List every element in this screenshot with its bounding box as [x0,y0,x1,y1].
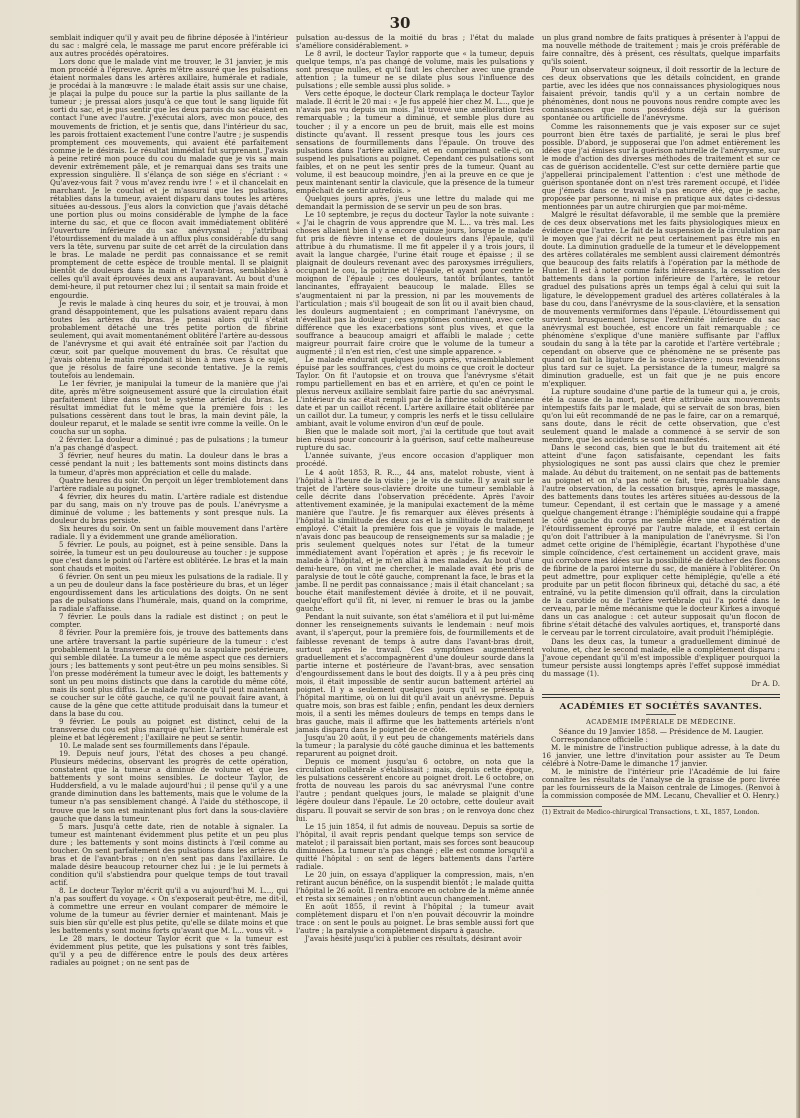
column-middle [296,34,534,943]
paragraph: 9 février. Le pouls au poignet est distinct, celui de la transverse du cou est plus marqué qu'hier. L'artère humérale est pleine et bat légèrement ; l'axillaire ne peut se sentir. [50,716,288,743]
section-title: ACADÉMIES ET SOCIÉTÉS SAVANTES. [559,701,763,712]
paragraph: Jusqu'au 20 août, il y eut peu de changements matériels dans la tumeur ; la paralysie du côté gauche diminua et les battements reparurent au poignet droit. [296,733,534,759]
paragraph: semblait indiquer qu'il y avait peu de fibrine déposée à l'intérieur du sac : malgré cela, le massage me parut encore préférable ici aux autres procédés opératoires. [50,33,288,59]
correspondence-item: M. le ministre de l'instruction publique adresse, à la date du 16 janvier, une lettre d'invitation pour assister au Te Deum célébré à Notre-Dame le dimanche 17 janvier. [542,742,780,769]
section-divider [542,694,780,698]
paragraph: Le 8 avril, le docteur Taylor rapporte que « la tumeur, depuis quelque temps, n'a pas changé de volume, mais les pulsations y sont presque nulles, et qu'il faut les chercher avec une grande attention ; la tumeur ne se dilate plus sous l'influence des pulsations ; elle semble aussi plus solide. » [296,49,534,91]
paragraph: 2 février. La douleur a diminué ; pas de pulsations ; la tumeur n'a pas changé d'aspect. [50,435,288,453]
footnote-rule [542,806,602,807]
correspondence-heading: Correspondance officielle : [551,734,648,744]
paragraph: 19. Depuis neuf jours, l'état des choses a peu changé. Plusieurs médecins, observant les progrès de cette opération, constatent que la tumeur a diminué de volume et que les battements y sont moins sensibles. Le docteur Taylor, de Huddersfield, a vu le malade aujourd'hui ; il pense qu'il y a une grande diminution dans les battements, mais que le volume de la tumeur n'a pas sensiblement changé. À l'aide du stéthoscope, il trouve que le son est maintenant plus fort dans la sous-clavière gauche que dans la tumeur. [50,749,288,823]
paragraph: 6 février. On sent un peu mieux les pulsations de la radiale. Il y a un peu de douleur dans la face postérieure du bras, et un léger engourdissement dans les articulations des doigts. On ne sent pas de pulsations dans l'humérale, mais, quand on la comprime, la radiale s'affaisse. [50,572,288,614]
paragraph: En août 1855, il revint à l'hôpital ; la tumeur avait complètement disparu et l'on n'en pouvait découvrir la moindre trace : on sent le pouls au poignet. Le bras semble aussi fort que l'autre ; la paralysie a complètement disparu à gauche. [296,902,534,936]
paragraph: 8. Le docteur Taylor m'écrit qu'il a vu aujourd'hui M. L..., qui n'a pas souffert du voyage. « On s'exposerait peut-être, me dit-il, à commettre une erreur en voulant comparer de mémoire le volume de la tumeur au février dernier et maintenant. Mais je suis bien sûr qu'elle est plus petite, qu'elle se dilate moins et que les battements y sont moins forts qu'avant que M. L... vous vît. » [50,885,288,936]
paragraph: Dans le second cas, bien que le but du traitement ait été atteint d'une façon satisfaisante, cependant les faits physiologiques ne sont pas aussi clairs que chez le premier malade. Au début du traitement, on ne sentait pas de battements au poignet et on n'a pas noté ce fait, très remarquable dans l'autre observation, de la cessation brusque, après le massage, des battements dans toutes les artères situées au-dessous de la tumeur. Cependant, il est certain que le massage y a amené quelque changement étrange : l'hémiplégie soudaine qui a frappé le côté gauche du corps me semble être une exagération de l'étourdissement éprouvé par l'autre malade, et il est certain qu'on doit l'attribuer à la manipulation de l'anévrysme. Si l'on admet cette origine de l'hémiplégie, écartant l'hypothèse d'une simple coïncidence, c'est certainement un accident grave, mais qui corrobore mes idées sur la possibilité de détacher des flocons de fibrine de la paroi interne du sac, de manière à l'oblitérer. On peut admettre, pour expliquer cette hémiplégie, qu'elle a été produite par un petit flocon fibrineux qui, détaché du sac, a été entraîné, vu la petite dimension qu'il offrait, dans la circulation de la carotide ou de l'artère vertébrale qui l'a porté dans le cerveau, par le même mécanisme que le docteur Kirkes a invoqué dans un cas analogue : cet auteur supposait qu'un flocon de fibrine s'était détaché des valvules aortiques, et, transporté dans le cerveau par le torrent circulatoire, avait produit l'hémiplégie. [542,443,780,638]
paragraph: Le 28 mars, le docteur Taylor écrit que « la tumeur est évidemment plus petite, que les pulsations y sont très faibles, qu'il y a peu de différence entre le pouls des deux artères radiales au poignet ; on ne sent pas de [50,934,288,968]
correspondence-item: M. le ministre de l'intérieur prie l'Académie de lui faire connaître les résultats de l'analyse de la graisse de porc livrée par les fournisseurs de la Maison centrale de Limoges. (Renvoi à la commission composée de MM. Lecanu, Chevallier et O. Henry.) [542,767,780,801]
footnote: (1) Extrait de Medico-chirurgical Transactions, t. XL, 1857, London. [542,809,760,817]
paragraph: 5 mars. Jusqu'à cette date, rien de notable à signaler. La tumeur est maintenant évidemment plus petite et un peu plus dure ; les battements y sont moins distincts à l'œil comme au toucher. On sent parfaitement des pulsations dans les artères du bras et de l'avant-bras ; on n'en sent pas dans l'axillaire. Le malade désire beaucoup retourner chez lui : je le lui permets à condition qu'il s'abstiendra pour quelque temps de tout travail actif. [50,821,288,887]
paragraph: Dans les deux cas, la tumeur a graduellement diminué de volume, et, chez le second malade, elle a complètement disparu : J'avoue cependant qu'il m'est impossible d'expliquer pourquoi la tumeur persiste aussi longtemps après l'effet supposé immédiat du massage (1). [542,636,780,678]
page-number: 30 [389,14,411,32]
page-edge-shadow [796,0,800,1118]
paragraph: Comme les raisonnements que je vais exposer sur ce sujet pourront bien être taxés de partialité, je serai le plus bref possible. D'abord, je supposerai que l'on admet entièrement les idées que j'ai émises sur la guérison naturelle de l'anévrysme, sur le mode d'action des diverses méthodes de traitement et sur ce cas de guérison accidentelle. C'est sur cette dernière partie que j'appellerai principalement l'attention : c'est une méthode de guérison spontanée dont on n'est très rarement occupé, et l'idée que j'émets dans ce travail n'a pas encore été, que je sache, proposée par personne, ni mise en pratique aux dates ci-dessus mentionnées par un autre chirurgien que par moi-même. [542,121,780,211]
paragraph: 8 février. Pour la première fois, je trouve des battements dans une artère traversant la partie supérieure de la tumeur : c'est probablement la transverse du cou ou la scapulaire postérieure, qui semble dilatée. La tumeur a le même aspect que ces derniers jours ; les battements y sont peut-être un peu moins sensibles. Si l'on presse modérément la tumeur avec le doigt, les battements y sont un peu moins distincts que dans la carotide du même côté, mais ils sont plus diffus. Le malade raconte qu'il peut maintenant se coucher sur le côté gauche, ce qu'il ne pouvait faire avant, à cause de la gêne que cette attitude produisait dans la tumeur et dans la base du cou. [50,628,288,718]
paragraph: La rupture soudaine d'une partie de la tumeur qui a, je crois, été la cause de la mort, peut être attribuée aux mouvements intempestifs faits par le malade, qui se servait de son bras, bien qu'on lui eût recommandé de ne pas le faire, car on a remarqué, sans doute, dans le récit de cette observation, que c'est seulement quand le malade a commencé à se servir de son membre, que les accidents se sont manifestés. [542,387,780,445]
paragraph: Pour un observateur soigneux, il doit ressortir de la lecture de ces deux observations que les détails coïncident, en grande partie, avec les idées que nos connaissances physiologiques nous faisaient prévoir, tandis qu'il y a un certain nombre de phénomènes, dont nous ne pouvons nous rendre compte avec les connaissances que nous possédons déjà sur la guérison spontanée ou artificielle de l'anévrysme. [542,65,780,123]
paragraph: 7 février. Le pouls dans la radiale est distinct ; on peut le compter. [50,612,288,630]
paragraph: Quelques jours après, j'eus une lettre du malade qui me demandait la permission de se servir un peu de son bras. [296,193,534,211]
paragraph: Quatre heures du soir. On perçoit un léger tremblotement dans l'artère radiale au poignet. [50,475,288,493]
paragraph: Le 15 juin 1854, il fut admis de nouveau. Depuis sa sortie de l'hôpital, il avait repris pendant quelque temps son service de matelot ; il paraissait bien portant, mais ses forces sont beaucoup diminuées. La tumeur n'a pas changé ; elle est comme lorsqu'il a quitté l'hôpital : on sent de légers battements dans l'artère radiale. [296,821,534,871]
column-left [50,34,288,967]
paragraph: Le 20 juin, on essaya d'appliquer la compression, mais, n'en retirant aucun bénéfice, on la suspendit bientôt ; le malade quitta l'hôpital le 26 août. Il rentra encore en octobre de la même année et resta six semaines ; on n'obtint aucun changement. [296,869,534,904]
paragraph: Depuis ce moment jusqu'au 6 octobre, on nota que la circulation collatérale s'établissait ; mais, depuis cette époque, les pulsations cessèrent encore au poignet droit. Le 6 octobre, on frotta de nouveau les parois du sac anévrysmal l'une contre l'autre ; pendant quelques jours, le malade se plaignit d'une légère douleur dans l'épaule. Le 20 octobre, cette douleur avait disparu. Il pouvait se servir de son bras ; on le renvoya donc chez lui. [296,757,534,823]
paragraph: 4 février, dix heures du matin. L'artère radiale est distendue par du sang, mais on n'y trouve pas de pouls. L'anévrysme a diminué de volume ; les battements y sont presque nuls. La douleur du bras persiste. [50,491,288,525]
paragraph: Le 4 août 1853, R. R..., 44 ans, matelot robuste, vient à l'hôpital à l'heure de la visite ; je le vis de suite. Il y avait sur le trajet de l'artère sous-clavière droite une tumeur semblable à celle décrite dans l'observation précédente. Après l'avoir attentivement examinée, je la manipulai exactement de la même manière que l'autre. Je fis remarquer aux élèves présents à l'hôpital la similitude des deux cas et la similitude du traitement employé. C'était la première fois que je voyais le malade, je n'avais donc pas beaucoup de renseignements sur sa maladie ; je pris seulement quelques notes sur l'état de la tumeur immédiatement avant l'opération et après ; je fis recevoir le malade à l'hôpital, et je m'en allai à mes malades. Au bout d'une demi-heure, on vint me chercher, le malade avait été pris de paralysie de tout le côté gauche, comprenant la face, le bras et la jambe. Il ne perdit pas connaissance ; mais il était chancelant ; sa bouche était manifestement déviée à droite, et il ne pouvait, quelqu'effort qu'il fît, ni lever, ni remuer le bras ou la jambe gauche. [296,467,534,614]
title-rule [646,714,676,715]
paragraph: Malgré le résultat défavorable, il me semble que la première de ces deux observations met les faits physiologiques mieux en évidence que l'autre. Le fait de la suspension de la circulation par le moyen que j'ai décrit ne peut certainement pas être mis en doute. La diminution graduelle de la tumeur et le développement des artères collatérales me semblent aussi clairement démontrés que beaucoup des faits relatifs à l'opération par la méthode de Hunter. Il est à noter comme faits intéressants, la cessation des battements dans la portion inférieure de l'artère, le retour graduel des pulsations après un temps égal à celui qui suit la ligature, le développement graduel des artères collatérales à la base du cou, dans l'anévrysme de la sous-clavière, et la sensation de mouvements vermiformes dans l'épaule. L'étourdissement qui survient brusquement lorsque l'extrémité inférieure du sac anévrysmal est bouchée, est encore un fait remarquable ; ce phénomène s'explique d'une manière suffisante par l'afflux soudain du sang à la tête par la carotide et l'artère vertébrale ; cependant on observe que ce phénomène ne se présente pas quand on fait la ligature de la sous-clavière ; nous reviendrons plus tard sur ce sujet. La persistance de la tumeur, malgré sa diminution graduelle, est un fait que je ne puis encore m'expliquer. [542,210,780,389]
paragraph: Je revis le malade à cinq heures du soir, et je trouvai, à mon grand désappointement, que les pulsations avaient reparu dans toutes les artères du bras. Je pensai alors qu'il s'était probablement détaché une très petite portion de fibrine seulement, qui avait momentanément oblitéré l'artère au-dessous de l'anévrysme et qui avait été entraînée soit par l'action du cœur, soit par quelque mouvement du bras. Ce résultat que j'avais obtenu le matin répondait si bien à mes vues à ce sujet, que je résolus de faire une seconde tentative. Je la remis toutefois au lendemain. [50,298,288,380]
paragraph: L'année suivante, j'eus encore occasion d'appliquer mon procédé. [296,451,534,469]
paragraph: Bien que le malade soit mort, j'ai la certitude que tout avait bien réussi pour concourir à la guérison, sauf cette malheureuse rupture du sac. [296,427,534,453]
paragraph: 3 février, neuf heures du matin. La douleur dans le bras a cessé pendant la nuit ; les battements sont moins distincts dans la tumeur, d'après mon appréciation et celle du malade. [50,451,288,477]
paragraph: 5 février. Le pouls, au poignet, est à peine sensible. Dans la soirée, la tumeur est un peu douloureuse au toucher : je suppose que c'est dans le point où l'artère est oblitérée. Le bras et la main sont chauds et moites. [50,539,288,574]
section-subtitle: ACADÉMIE IMPÉRIALE DE MÉDECINE. [586,717,736,726]
paragraph: un plus grand nombre de faits pratiques à présenter à l'appui de ma nouvelle méthode de traitement ; mais je crois préférable de faire connaître, dès à présent, ces résultats, quelque imparfaits qu'ils soient. [542,33,780,67]
paragraph: Le 10 septembre, je reçus du docteur Taylor la note suivante : « J'ai le chagrin de vous apprendre que M. L... va très mal. Les choses allaient bien il y a encore quinze jours, lorsque le malade fut pris de fièvre intense et de douleurs dans l'épaule, qu'il attribue à du rhumatisme. Il me fit appeler il y a trois jours, il avait la langue chargée, l'urine était rouge et épaisse ; il se plaignait de douleurs revenant avec des paroxysmes irréguliers, occupant le cou, la poitrine et l'épaule, et ayant pour centre le moignon de l'épaule ; ces douleurs, tantôt brûlantes, tantôt lancinantes, effrayaient beaucoup le malade. Elles se s'augmentaient ni par la pression, ni par les mouvements de l'articulation ; mais s'il bougeait de son lit ou il avait bien chaud, les douleurs augmentaient ; en comprimant l'anévrysme, on n'éveillait pas la douleur ; ces symptômes continuent, avec cette différence que les exacerbations sont plus vives, et que la souffrance a beaucoup amaigri et affaibli le malade ; cette maigreur pourrait faire croire que le volume de la tumeur a augmenté ; il n'en est rien, c'est une simple apparence. » [296,210,534,356]
author-signature: Dr A. D. [751,678,780,688]
paragraph: Le malade endurait quelques jours après, vraisemblablement épuisé par les souffrances, c'est du moins ce que croit le docteur Taylor. On fit l'autopsie et on trouva que l'anévrysme s'était rompu partiellement en bas et en arrière, et qu'en ce point le plexus nerveux axillaire semblait faire partie du sac anévrysmal. L'intérieur du sac était rempli par de la fibrine solide d'ancienne date et par un caillot récent. L'artère axillaire était oblitérée par un caillot dur. La tumeur, y compris les nerfs et le tissu cellulaire ambiant, avait le volume environ d'un œuf de poule. [296,354,534,429]
session-line: Séance du 19 Janvier 1858. — Présidence de M. Laugier. [558,726,764,736]
paragraph: Vers cette époque, le docteur Clark remplaça le docteur Taylor malade. Il écrit le 20 mai : « Je fus appelé hier chez M. L..., que je n'avais pas vu depuis un mois. J'ai trouvé une amélioration très remarquable ; la tumeur a diminué, et semble plus dure au toucher ; il y a encore un peu de bruit, mais elle est moins distincte qu'avant. Il ressent presque tous les jours ces sensations de fourmillements dans l'épaule. On trouve des pulsations dans l'artère axillaire, et en comprimant celle-ci, on suspend les pulsations au poignet. Cependant ces pulsations sont faibles, et on ne peut les sentir près de la tumeur. Quant au volume, il est beaucoup moindre, j'en ai la preuve en ce que je peux maintenant sentir la clavicule, que la présence de la tumeur empêchait de sentir autrefois. » [296,89,534,195]
column-right [542,34,780,817]
paragraph: Le 1er février, je manipulai la tumeur de la manière que j'ai dite, après m'être soigneusement assuré que la circulation était parfaitement libre dans tout le système artériel du bras. Le résultat immédiat fut le même que la première fois : les pulsations cessèrent dans tout le bras, la main devint pâle, la douleur reparut, et le malade se sentit ivre comme la veille. On le coucha sur un sopha. [50,379,288,437]
paragraph: J'avais hésité jusqu'ici à publier ces résultats, désirant avoir [305,934,522,944]
paragraph: Six heures du soir. On sent un faible mouvement dans l'artère radiale. Il y a évidemment une grande amélioration. [50,523,288,541]
paragraph: 10. Le malade sent ses fourmillements dans l'épaule. [59,741,250,751]
paragraph: Pendant la nuit suivante, son état s'améliora et il put lui-même donner les renseignements suivants le lendemain : neuf mois avant, il s'aperçut, pour la première fois, de fourmillements et de faiblesse revenant de temps à autre dans l'avant-bras droit, surtout après le travail. Ces symptômes augmentèrent graduellement et s'accompagnèrent d'une douleur sourde dans la partie interne et postérieure de l'avant-bras, avec sensation d'engourdissement dans le bout des doigts. Il y a à peu près cinq mois, il était impossible de sentir aucun battement artériel au poignet. Il y a seulement quelques jours qu'il se présenta à l'hôpital maritime, où on lui dit qu'il avait un anévrysme. Depuis quatre mois, son bras est faible ; enfin, pendant les deux derniers mois, il a senti les mêmes douleurs de temps en temps dans le bras gauche, mais il affirme que les battements artériels n'ont jamais disparu dans le poignet de ce côté. [296,612,534,735]
paragraph: pulsation au-dessus de la moitié du bras ; l'état du malade s'améliore considérablement. » [296,33,534,51]
paragraph: Lors donc que le malade vint me trouver, le 31 janvier, je mis mon procédé à l'épreuve. Après m'être assuré que les pulsations étaient normales dans les artères axillaire, humérale et radiale, je procédai à la manœuvre : le malade était assis sur une chaise, je plaçai la pulpe du pouce sur la partie la plus saillante de la tumeur ; je pressai alors jusqu'à ce que tout le sang liquide fût sorti du sac, et je pus sentir que les deux parois du sac étaient en contact l'une avec l'autre. J'exécutai alors, avec mon pouce, des mouvements de friction, et je sentis que, dans l'intérieur du sac, les parois frottaient exactement l'une contre l'autre ; je suspendis promptement ces mouvements, qui avaient été parfaitement comme je le désirais. Le résultat immédiat fut surprenant. J'avais à peine retiré mon pouce du cou du malade que je vis sa main devenir extrêmement pâle, et je remarquai dans ses traits une expression singulière. Il s'élança de son siége en s'écriant : « Qu'avez-vous fait ? vous m'avez rendu ivre ! » et il chancelait en marchant. Je le couchai et je m'assurai que les pulsations, rétablies dans la tumeur, avaient disparu dans toutes les artères situées au-dessous. J'eus alors la conviction que j'avais détaché une portion plus ou moins considérable de lymphe de la face interne du sac, et que ce flocon avait immédiatement oblitéré l'ouverture inférieure du sac anévrysmal ; j'attribuai l'étourdissement du malade à un afflux plus considérable du sang vers la tête, survenu par suite de cet arrêt de la circulation dans le bras. Le malade ne perdit pas connaissance et se remit promptement de cette espèce de trouble mental. Il se plaignit bientôt de douleurs dans la main et l'avant-bras, semblables à celles qu'il avait éprouvées deux ans auparavant. Au bout d'une demi-heure, il put retourner chez lui ; il sentait sa main froide et engourdie. [50,57,288,300]
